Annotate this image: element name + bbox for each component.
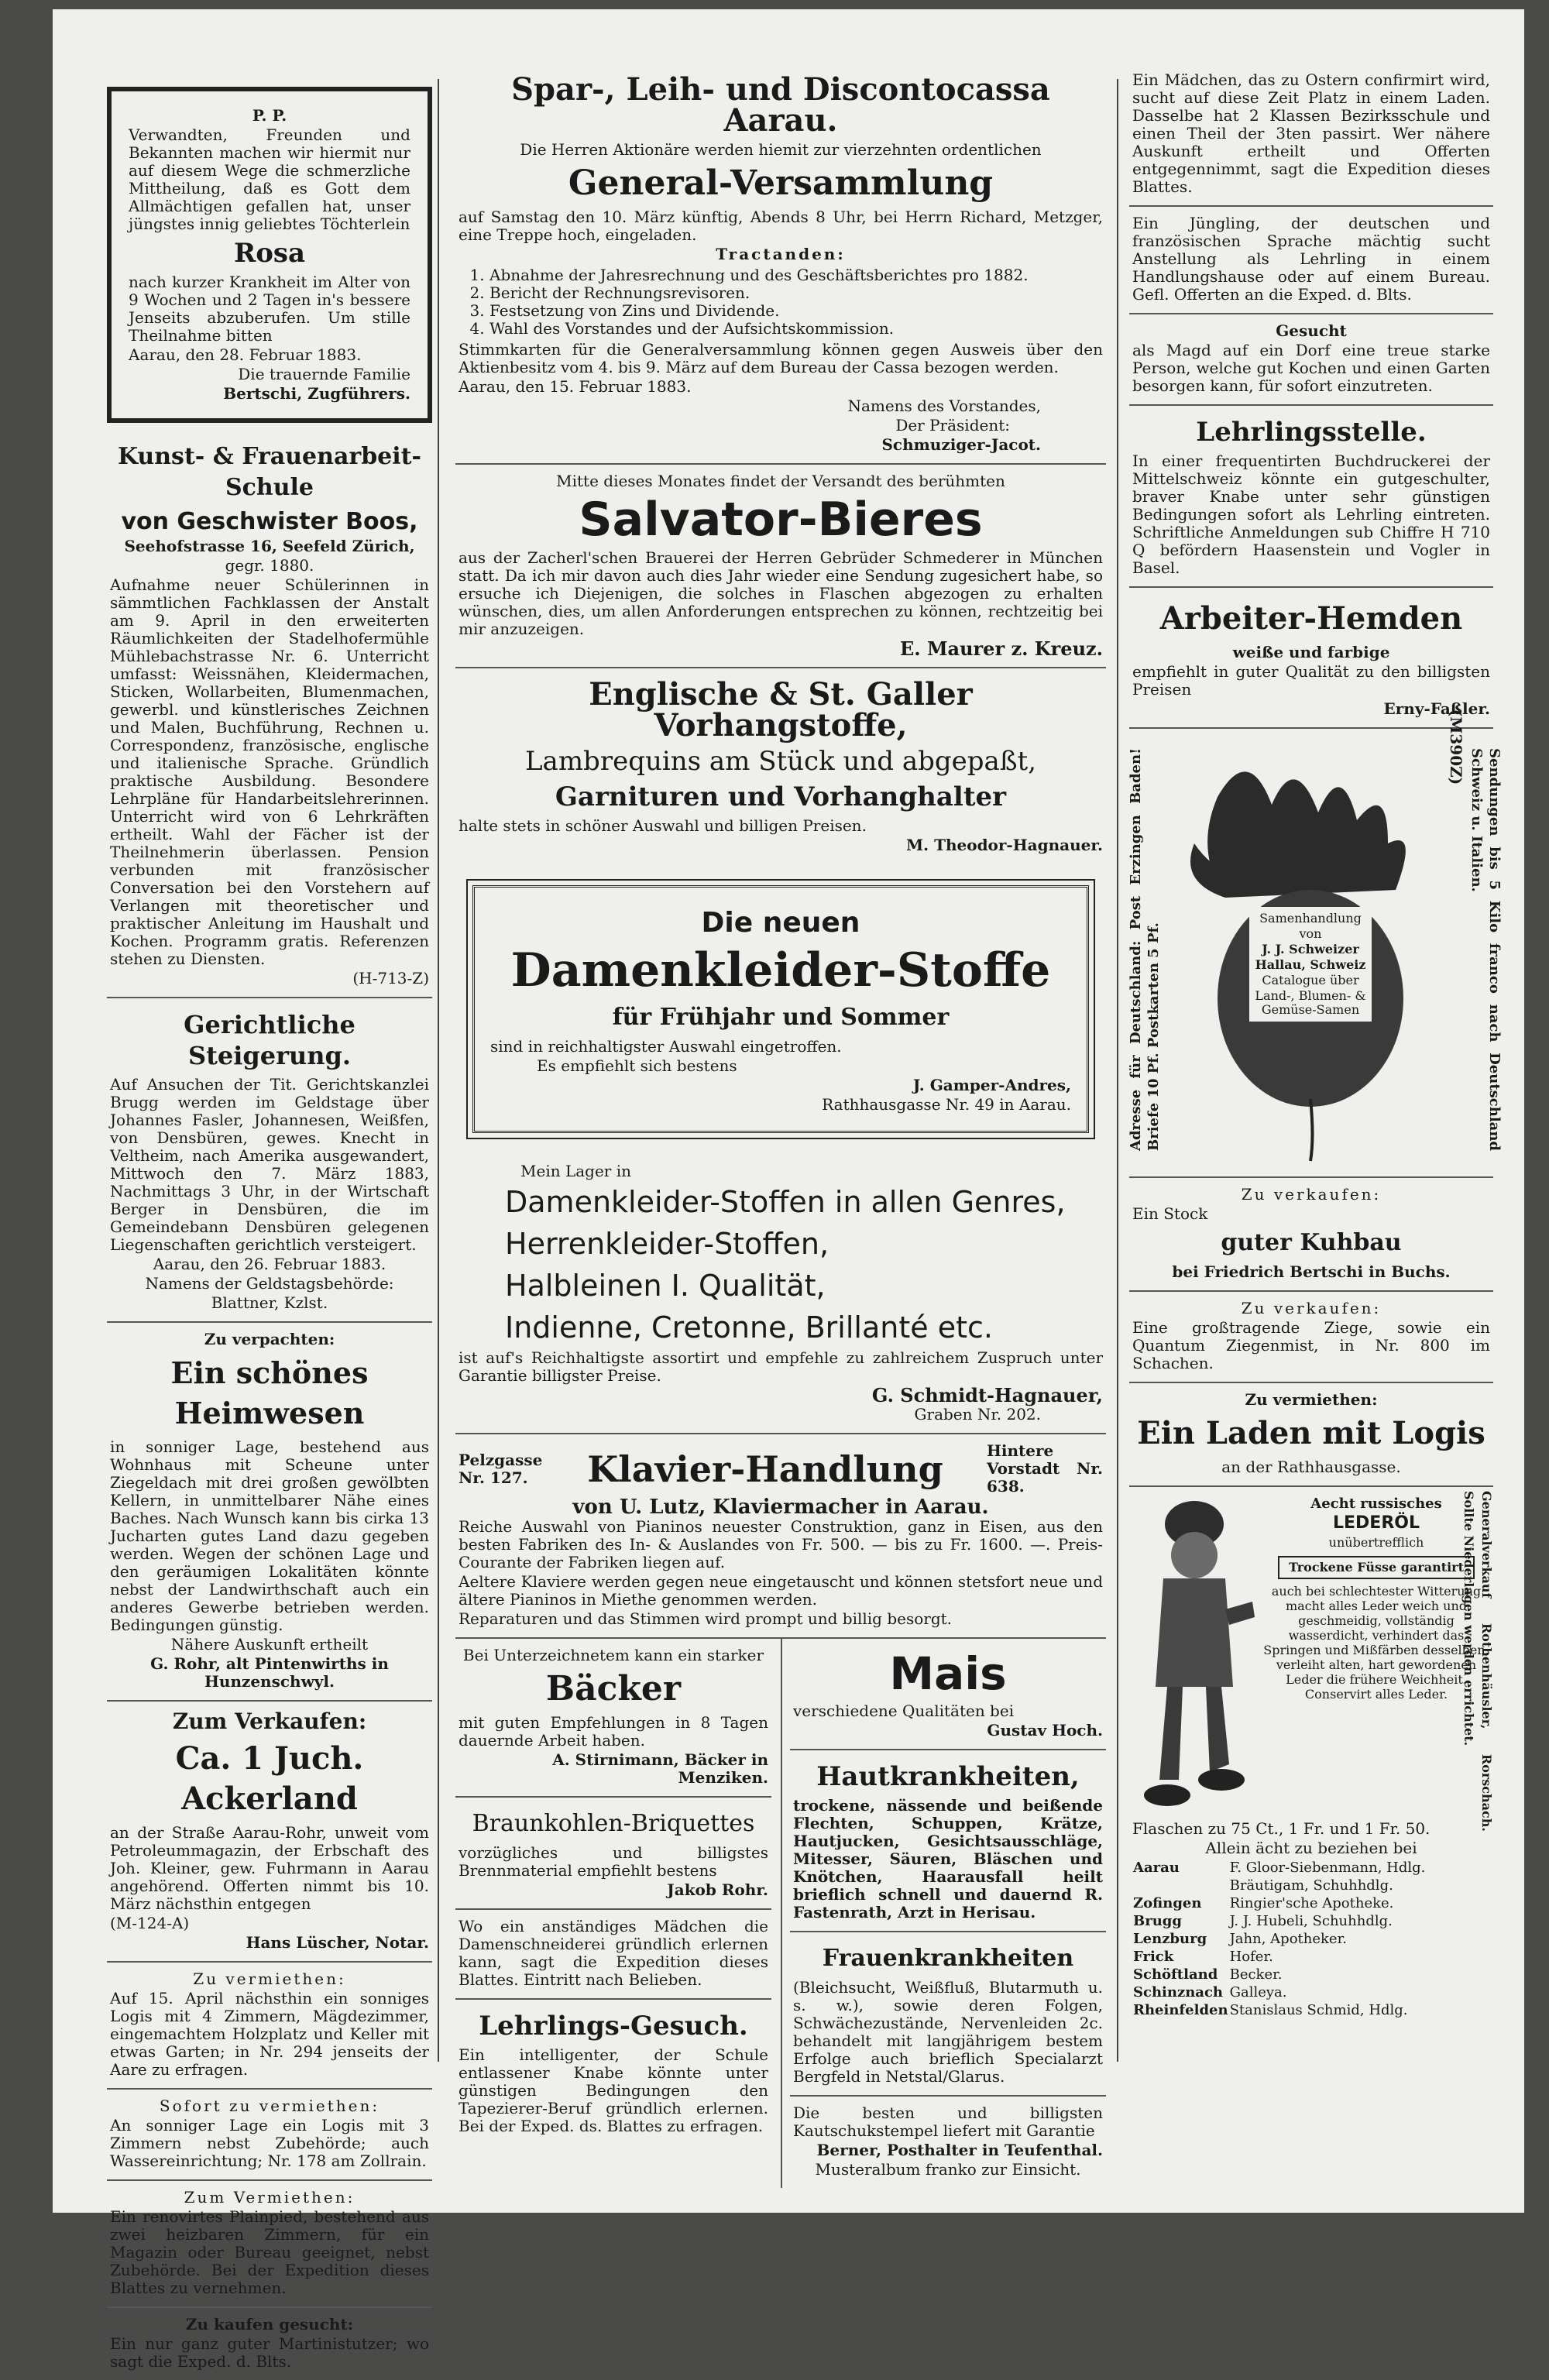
column-rule-1 xyxy=(438,79,439,2062)
leather-sub: unübertrefflich xyxy=(1328,1535,1424,1550)
dress-name: J. Gamper-Andres, xyxy=(912,1076,1071,1094)
auction-date: Aarau, den 26. Februar 1883. xyxy=(153,1255,386,1273)
seeds-label: J. J. Schweizer xyxy=(1262,942,1359,956)
dealer-town: Rheinfelden xyxy=(1133,2002,1228,2018)
dealer-name: Bräutigam, Schuhhdlg. xyxy=(1229,1877,1393,1894)
piano-text3: Reparaturen und das Stimmen wird prompt und billig besorgt. xyxy=(459,1609,953,1628)
curtain-title: Englische & St. Galler Vorhangstoffe, xyxy=(589,676,973,744)
dress-line1: Die neuen xyxy=(701,907,860,939)
school-since: gegr. 1880. xyxy=(225,556,314,575)
death-name: Rosa xyxy=(233,238,306,269)
dealer-name: Ringier'sche Apotheke. xyxy=(1229,1895,1394,1911)
dealer-town: Lenzburg xyxy=(1133,1931,1207,1947)
rubber-name: Berner, Posthalter in Teufenthal. xyxy=(816,2141,1103,2159)
agenda-item: 1. Abnahme der Jahresrechnung und des Geschäftsberichtes pro 1882. xyxy=(489,266,1103,284)
seeds-side2: Adresse für Deutschland: Post Erzingen Baden! Briefe 10 Pf. Postkarten 5 Pf. xyxy=(1128,748,1162,1151)
maid-ad xyxy=(455,1910,771,2000)
fabrics-item: Herrenkleider-Stoffen, xyxy=(505,1227,829,1261)
auction-sign1: Namens der Geldstagsbehörde: xyxy=(145,1274,394,1293)
agenda-item: 3. Festsetzung von Zins und Dividende. xyxy=(489,302,1103,320)
agenda-item: 2. Bericht der Rechnungsrevisoren. xyxy=(489,284,1103,302)
baker-ad xyxy=(455,1639,771,1798)
briquettes-text: vorzügliches und billigstes Brennmaterial empfiehlt bestens xyxy=(459,1843,768,1880)
stock-name: bei Friedrich Bertschi in Buchs. xyxy=(1172,1262,1451,1281)
death-text2: nach kurzer Krankheit im Alter von 9 Wochen und 2 Tagen in's bessere Jenseits abzuberufen. Um stille Theilnahme bitten xyxy=(129,273,410,345)
school-code: (H-713-Z) xyxy=(352,969,429,987)
auction-ad xyxy=(107,998,432,1323)
wanted-ad xyxy=(1129,314,1493,406)
auction-sign2: Blattner, Kzlst. xyxy=(211,1293,328,1312)
mais-name: Gustav Hoch. xyxy=(987,1721,1103,1739)
beer-intro: Mitte dieses Monates findet der Versandt des berühmten xyxy=(556,472,1005,490)
sale-code: (M-124-A) xyxy=(110,1914,190,1932)
beer-ad xyxy=(455,465,1106,668)
buy-text: Ein nur ganz guter Martinistutzer; wo sagt die Exped. d. Blts. xyxy=(110,2334,429,2371)
dress-line3: für Frühjahr und Sommer xyxy=(612,1004,950,1031)
column-middle xyxy=(455,64,1106,2188)
auction-title: Gerichtliche Steigerung. xyxy=(184,1010,355,1070)
dealer-town: Schinznach xyxy=(1133,1984,1223,2001)
fabrics-intro: Mein Lager in xyxy=(520,1162,631,1180)
piano-right: Hintere Vorstadt Nr. 638. xyxy=(987,1441,1103,1496)
rubber-text2: Musteralbum franko zur Einsicht. xyxy=(815,2160,1081,2179)
dealer-name: Becker. xyxy=(1229,1966,1283,1983)
skin-text: trockene, nässende und beißende Flechten, Schuppen, Krätze, Hautjucken, Gesichtsausschläge, Mitesser, Säuren, Bläschen und Knötchen, Haarausfall heilt brieflich schnell und dauernd R. Fastenrath, Arzt in Herisau. xyxy=(793,1796,1103,1922)
sale-text: an der Straße Aarau-Rohr, unweit vom Petroleummagazin, der Erbschaft des Joh. Kleiner, gew. Fuhrmann in Aarau angehörend. Offerten nimmt bis 10. März nächsthin entgegen xyxy=(110,1823,429,1913)
fabrics-item: Indienne, Cretonne, Brillanté etc. xyxy=(505,1310,993,1345)
school-addr: Seehofstrasse 16, Seefeld Zürich, xyxy=(124,537,415,555)
sale-ad xyxy=(107,1702,432,1963)
bank-agenda-label: Tractanden: xyxy=(716,245,846,263)
lease-ad xyxy=(107,1323,432,1702)
dress-text2: Es empfiehlt sich bestens xyxy=(537,1056,737,1075)
leather-intro: Allein ächt zu beziehen bei xyxy=(1205,1839,1417,1857)
bank-agenda xyxy=(489,266,1103,338)
bank-headline: General-Versammlung xyxy=(568,163,994,203)
seeds-label: Land-, Blumen- & Gemüse-Samen xyxy=(1255,988,1366,1017)
shop-title: Ein Laden mit Logis xyxy=(1137,1415,1485,1451)
piano-left: Pelzgasse Nr. 127. xyxy=(459,1450,543,1487)
rent1-label: Zu vermiethen: xyxy=(193,1970,346,1988)
bottom-ads xyxy=(455,1639,1106,2188)
shirts-name: Erny-Faßler. xyxy=(1383,699,1490,718)
sale-title: Ca. 1 Juch. Ackerland xyxy=(175,1740,364,1817)
baker-intro: Bei Unterzeichnetem kann ein starker xyxy=(462,1646,764,1664)
peasant-illustration xyxy=(1132,1493,1256,1818)
piano-text: Reiche Auswahl von Pianinos neuester Construktion, ganz in Eisen, aus den besten Fabriken des In- & Auslandes von Fr. 500. — bis zu Fr. 1600. —. Preis-Courante der Fabriken liegen auf. xyxy=(459,1517,1103,1571)
baker-name: A. Stirnimann, Bäcker in Menziken. xyxy=(552,1750,768,1787)
leather-side: Generalverkauf Rothenhäusler, Rorschach. Sollte Niederlagen werden errichtet. xyxy=(1461,1491,1494,1832)
wanted-text: als Magd auf ein Dorf eine treue starke Person, welche gut Kochen und einen Garten besorgen kann, für sofort einzutreten. xyxy=(1132,341,1490,395)
bank-title: Spar-, Leih- und Discontocassa Aarau. xyxy=(511,71,1050,139)
death-date: Aarau, den 28. Februar 1883. xyxy=(129,345,362,364)
piano-ad xyxy=(455,1434,1106,1639)
baker-title: Bäcker xyxy=(545,1669,682,1709)
apprentice-position-text: In einer frequentirten Buchdruckerei der Mittelschweiz könnte ein gutgeschulter, braver Knabe unter sehr günstigen Bedingungen sofort als Lehrling eintreten. Schriftliche Anmeldungen sub Chiffre H 710 Q befördern Haasenstein und Vogler in Basel. xyxy=(1132,452,1490,577)
leather-tag: Trockene Füsse garantirt xyxy=(1278,1556,1475,1579)
beer-title: Salvator-Bieres xyxy=(579,493,983,547)
youth-ad xyxy=(1129,207,1493,314)
girl-ad xyxy=(1129,64,1493,207)
leather-text: auch bei schlechtester Witterung macht alles Leder weich und geschmeidig, vollständig wasserdicht, verhindert das Springen und Mißfärben desselben, verleiht alten, hart gewordenen Leder die frühere Weichheit. Conservirt alles Leder. xyxy=(1263,1584,1489,1702)
seeds-side1: Sendungen bis 5 Kilo franco nach Deutschland Schweiz u. Italien. xyxy=(1468,748,1503,1151)
fabrics-addr: Graben Nr. 202. xyxy=(914,1405,1041,1424)
shirts-ad xyxy=(1129,588,1493,729)
briquettes-title: Braunkohlen-Briquettes xyxy=(472,1810,755,1837)
sale-label: Zum Verkaufen: xyxy=(172,1709,367,1734)
baker-text: mit guten Empfehlungen in 8 Tagen dauernde Arbeit haben. xyxy=(459,1713,768,1750)
leather-price: Flaschen zu 75 Ct., 1 Fr. und 1 Fr. 50. xyxy=(1132,1819,1431,1838)
dealer-name: Hofer. xyxy=(1229,1949,1273,1965)
beer-text: aus der Zacherl'schen Brauerei der Herren Gebrüder Schmederer in München statt. Da ich mir davon auch dies Jahr wieder eine Sendung zugesichert habe, so ersuche ich Diejenigen, die solches in Flaschen abgezogen zu erhalten wünschen, dies, um allen Anforderungen entsprechen zu können, rechtzeitig bei mir anzuzeigen. xyxy=(459,548,1103,638)
seeds-ad xyxy=(1128,709,1503,1178)
dress-text: sind in reichhaltigster Auswahl eingetroffen. xyxy=(490,1037,842,1056)
shirts-text: empfiehlt in guter Qualität zu den billigsten Preisen xyxy=(1132,662,1490,699)
dealer-row xyxy=(1132,1948,1426,1966)
rent3-text: Ein renovirtes Plainpied, bestehend aus zwei heizbaren Zimmern, für ein Magazin oder Bureau geeignet, nebst Zubehörde. Bei der Expedition dieses Blattes zu vernehmen. xyxy=(110,2207,429,2297)
death-names: Bertschi, Zugführers. xyxy=(223,384,410,403)
apprentice-position-ad xyxy=(1129,406,1493,588)
sale-name: Hans Lüscher, Notar. xyxy=(246,1933,429,1952)
fabrics-ad xyxy=(455,1155,1106,1434)
dealer-row xyxy=(1132,1859,1426,1877)
apprentice-text: Ein intelligenter, der Schule entlassener Knabe könnte unter günstigen Bedingungen den Tapezierer-Beruf gründlich erlernen. Bei der Exped. ds. Blattes zu erfragen. xyxy=(459,2045,768,2135)
lease-label: Zu verpachten: xyxy=(204,1330,335,1348)
dealer-name: Stanislaus Schmid, Hdlg. xyxy=(1229,2002,1408,2018)
mais-title: Mais xyxy=(889,1647,1007,1700)
dealer-name: J. J. Hubeli, Schuhhdlg. xyxy=(1229,1913,1393,1929)
bank-sign1: Namens des Vorstandes, xyxy=(847,397,1041,415)
pp-label: P. P. xyxy=(252,106,287,125)
bank-sign3: Schmuziger-Jacot. xyxy=(881,435,1041,454)
goat-text: Eine großtragende Ziege, sowie ein Quantum Ziegenmist, in Nr. 800 im Schachen. xyxy=(1132,1318,1490,1372)
dress-ad xyxy=(472,885,1089,1133)
shop-label: Zu vermiethen: xyxy=(1245,1390,1378,1409)
dealer-row xyxy=(1132,1877,1426,1894)
seeds-label: Hallau, Schweiz xyxy=(1255,957,1366,972)
leather-product: LEDERÖL xyxy=(1333,1513,1420,1533)
dealer-town: Brugg xyxy=(1133,1913,1182,1929)
dealer-name: F. Gloor-Siebenmann, Hdlg. xyxy=(1229,1860,1426,1876)
school-ad xyxy=(107,431,432,998)
newspaper-page xyxy=(53,9,1524,2371)
agenda-item: 4. Wahl des Vorstandes und der Aufsichtskommission. xyxy=(489,320,1103,338)
column-rule-2 xyxy=(1117,79,1118,2062)
apprentice-ad xyxy=(455,2000,771,2145)
column-left xyxy=(107,64,432,2380)
rent-ad-1 xyxy=(107,1963,432,2090)
girl-text: Ein Mädchen, das zu Ostern confirmirt wird, sucht auf diese Zeit Platz in einem Laden. Dasselbe hat 2 Klassen Bezirksschule und einen Theil der 3ten passirt. Wer nähere Auskunft ertheilt und Offerten entgegennimmt, sagt die Expedition dieses Blattes. xyxy=(1132,70,1490,196)
wanted-label: Gesucht xyxy=(1276,321,1347,340)
seeds-label: von xyxy=(1299,926,1322,941)
youth-text: Ein Jüngling, der deutschen und französischen Sprache mächtig sucht Anstellung als Lehrling in einem Handlungshause oder auf einem Bureau. Gefl. Offerten an die Exped. d. Blts. xyxy=(1132,214,1490,304)
piano-title: Klavier-Handlung xyxy=(587,1448,943,1490)
bank-ad xyxy=(455,64,1106,465)
school-sub: von Geschwister Boos, xyxy=(121,508,418,535)
death-text: Verwandten, Freunden und Bekannten machen wir hiermit nur auf diesem Wege die schmerzliche Mittheilung, daß es Gott dem Allmächtigen gefallen hat, unser jüngstes innig geliebtes Töchterlein xyxy=(129,125,410,233)
dealer-town: Schöftland xyxy=(1133,1966,1218,1983)
shirts-sub: weiße und farbige xyxy=(1232,643,1390,661)
shop-ad xyxy=(1129,1383,1493,1487)
death-family: Die trauernde Familie xyxy=(238,365,410,383)
dealer-name: Galleya. xyxy=(1229,1984,1287,2001)
dealer-row xyxy=(1132,1966,1426,1983)
leather-title: Aecht russisches xyxy=(1310,1496,1442,1512)
fabrics-name: G. Schmidt-Hagnauer, xyxy=(871,1384,1103,1406)
dress-title: Damenkleider-Stoffe xyxy=(510,943,1051,998)
women-title: Frauenkrankheiten xyxy=(822,1945,1074,1972)
seeds-label: Samenhandlung xyxy=(1259,911,1362,926)
rubber-ad xyxy=(790,2097,1106,2188)
briquettes-name: Jakob Rohr. xyxy=(667,1880,768,1899)
piano-text2: Aeltere Klaviere werden gegen neue eingetauscht und können stetsfort neue und ältere Pianinos in Miethe genommen werden. xyxy=(459,1572,1103,1609)
skin-ad xyxy=(790,1750,1106,1932)
stock-ad xyxy=(1129,1178,1493,1292)
dealer-row xyxy=(1132,1894,1426,1912)
lease-text: in sonniger Lage, bestehend aus Wohnhaus mit Scheune unter Ziegeldach mit drei großen gewölbten Kellern, in unmittelbarer Nähe eines Baches. Nach Wunsch kann bis cirka 13 Jucharten gutes Land dazu gegeben werden. Wegen der schönen Lage und den geräumigen Lokalitäten könnte nebst der Landwirthschaft auch ein anderes Gewerbe betrieben werden. Bedingungen günstig. xyxy=(110,1437,429,1634)
fabrics-item: Halbleinen I. Qualität, xyxy=(505,1269,826,1303)
curtain-name: M. Theodor-Hagnauer. xyxy=(906,836,1103,854)
rent-ad-3 xyxy=(107,2181,432,2308)
fabrics-text: ist auf's Reichhaltigste assortirt und empfehle zu zahlreichem Zuspruch unter Garantie billigster Preise. xyxy=(459,1348,1103,1385)
rent3-label: Zum Vermiethen: xyxy=(184,2188,355,2207)
column-right xyxy=(1128,64,1503,2027)
bank-sign2: Der Präsident: xyxy=(895,416,1010,434)
women-ad xyxy=(790,1932,1106,2097)
seeds-code: (M390Z) xyxy=(1446,709,1465,785)
bank-date: Aarau, den 15. Februar 1883. xyxy=(459,377,692,396)
lease-info: Nähere Auskunft ertheilt xyxy=(170,1635,369,1654)
goat-label: Zu verkaufen: xyxy=(1241,1299,1382,1317)
dress-addr: Rathhausgasse Nr. 49 in Aarau. xyxy=(822,1095,1071,1114)
rubber-text: Die besten und billigsten Kautschukstempel liefert mit Garantie xyxy=(793,2104,1103,2140)
dealer-town xyxy=(1132,1877,1229,1894)
dealer-row xyxy=(1132,1912,1426,1930)
buy-label: Zu kaufen gesucht: xyxy=(185,2315,354,2334)
shop-text: an der Rathhausgasse. xyxy=(1221,1458,1401,1476)
seeds-label: Catalogue über xyxy=(1262,973,1359,987)
bank-text: auf Samstag den 10. März künftig, Abends 8 Uhr, bei Herrn Richard, Metzger, eine Treppe hoch, eingeladen. xyxy=(459,208,1103,244)
stock-text: Ein Stock xyxy=(1132,1204,1208,1223)
leather-ad xyxy=(1129,1487,1493,2027)
dealer-name: Jahn, Apotheker. xyxy=(1229,1931,1347,1947)
skin-title: Hautkrankheiten, xyxy=(816,1761,1080,1792)
mais-ad xyxy=(790,1639,1106,1750)
dealer-table xyxy=(1132,1859,1426,2019)
dealer-town: Zofingen xyxy=(1133,1895,1202,1911)
stock-label: Zu verkaufen: xyxy=(1241,1185,1382,1204)
death-notice xyxy=(107,87,432,423)
piano-sub: von U. Lutz, Klaviermacher in Aarau. xyxy=(572,1496,989,1519)
rent1-text: Auf 15. April nächsthin ein sonniges Logis mit 4 Zimmern, Mägdezimmer, eingemachtem Holzplatz und Keller mit etwas Garten; in Nr. 294 jenseits der Aare zu erfragen. xyxy=(110,1989,429,2079)
briquettes-ad xyxy=(455,1798,771,1910)
shirts-title: Arbeiter-Hemden xyxy=(1159,600,1463,637)
bank-intro: Die Herren Aktionäre werden hiemit zur vierzehnten ordentlichen xyxy=(520,140,1042,159)
bank-text2: Stimmkarten für die Generalversammlung können gegen Ausweis über den Aktienbesitz vom 4. bis 9. März auf dem Bureau der Cassa bezogen werden. xyxy=(459,340,1103,376)
curtain-ad xyxy=(455,668,1106,864)
goat-ad xyxy=(1129,1292,1493,1383)
stock-title: guter Kuhbau xyxy=(1221,1229,1402,1256)
lease-name: G. Rohr, alt Pintenwirths in Hunzenschwyl. xyxy=(150,1654,389,1691)
rent-ad-2 xyxy=(107,2090,432,2181)
maid-text: Wo ein anständiges Mädchen die Damenschneiderei gründlich erlernen kann, sagt die Expedition dieses Blattes. Eintritt nach Belieben. xyxy=(459,1917,768,1989)
lease-title: Ein schönes Heimwesen xyxy=(170,1355,369,1430)
dealer-row xyxy=(1132,1930,1426,1948)
rent2-text: An sonniger Lage ein Logis mit 3 Zimmern nebst Zubehörde; auch Wassereinrichtung; Nr. 178 am Zollrain. xyxy=(110,2116,429,2170)
beer-name: E. Maurer z. Kreuz. xyxy=(899,637,1103,660)
dealer-town: Frick xyxy=(1133,1949,1174,1965)
apprentice-position-title: Lehrlingsstelle. xyxy=(1196,417,1427,448)
curtain-line3: Garnituren und Vorhanghalter xyxy=(555,781,1007,812)
dealer-row xyxy=(1132,1983,1426,2001)
auction-text: Auf Ansuchen der Tit. Gerichtskanzlei Brugg werden im Geldstage über Johannes Fasler, Johannesen, Weißfen, von Densbüren, gewes. Knecht in Veltheim, nach Amerika ausgewandert, Mittwoch den 7. März 1883, Nachmittags 3 Uhr, in der Wirtschaft Berger in Densbüren, die im Gemeindebann Densbüren gelegenen Liegenschaften gerichtlich versteigert. xyxy=(110,1075,429,1254)
dealer-row xyxy=(1132,2001,1426,2019)
school-text: Aufnahme neuer Schülerinnen in sämmtlichen Fachklassen der Anstalt am 9. April in den erweiterten Räumlichkeiten der Stadelhofermühle Mühlebachstrasse Nr. 6. Unterricht umfasst: Weissnähen, Kleidermachen, Sticken, Wollarbeiten, Blumenmachen, gewerbl. und künstlerisches Zeichnen und Malen, Buchführung, Rechnen u. Correspondenz, französische, englische und italienische Sprache. Gründlich praktische Ausbildung. Besondere Lehrpläne für Handarbeitslehrerinnen. Unterricht wird von 6 Lehrkräften ertheilt. Wahl der Fächer ist der Theilnehmerin überlassen. Pension verbunden mit französischer Conversation bei den Vorstehern auf Verlangen mit theoretischer und praktischer Anleitung im Haushalt und Kochen. Programm gratis. Referenzen stehen zu Diensten. xyxy=(110,575,429,968)
curtain-line2: Lambrequins am Stück und abgepaßt, xyxy=(524,746,1037,777)
school-title: Kunst- & Frauenarbeit-Schule xyxy=(118,443,421,501)
mais-text: verschiedene Qualitäten bei xyxy=(793,1702,1015,1720)
rent2-label: Sofort zu vermiethen: xyxy=(159,2097,380,2115)
buy-ad xyxy=(107,2308,432,2380)
apprentice-title: Lehrlings-Gesuch. xyxy=(479,2011,748,2042)
curtain-text: halte stets in schöner Auswahl und billigen Preisen. xyxy=(459,816,867,835)
women-text: (Bleichsucht, Weißfluß, Blutarmuth u. s. w.), sowie deren Folgen, Schwächezustände, Nervenleiden 2c. behandelt mit langjährigem bestem Erfolge auch brieflich Specialarzt Bergfeld in Netstal/Glarus. xyxy=(793,1978,1103,2086)
fabrics-item: Damenkleider-Stoffen in allen Genres, xyxy=(505,1185,1066,1219)
dealer-town: Aarau xyxy=(1133,1860,1180,1876)
